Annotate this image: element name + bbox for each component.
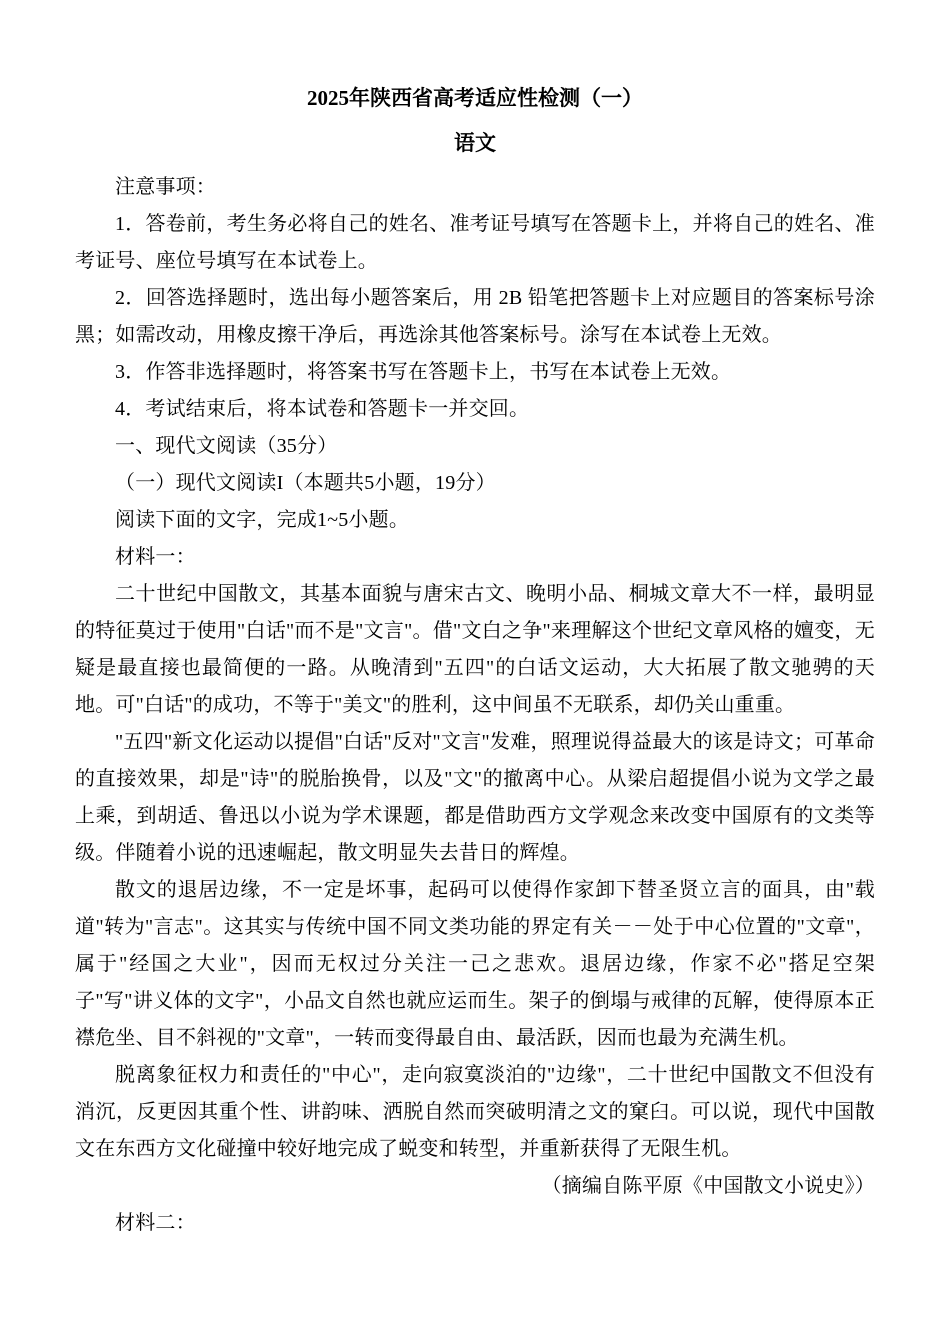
document-title: 2025年陕西省高考适应性检测（一） xyxy=(307,86,643,110)
notice-heading: 注意事项： xyxy=(115,176,216,198)
material-one-attribution: （摘编自陈平原《中国散文小说史》） xyxy=(541,1175,875,1197)
section-heading-modern-reading: 一、现代文阅读（35分） xyxy=(115,435,338,457)
document-body xyxy=(75,169,875,1242)
document-subject: 语文 xyxy=(454,131,496,155)
material-one-paragraph-1: 二十世纪中国散文，其基本面貌与唐宋古文、晚明小品、桐城文章大不一样，最明显的特征莫过于使用"白话"而不是"文言"。借"文白之争"来理解这个世纪文章风格的嬗变，无疑是最直接也最简便的一路。从晚清到"五四"的白话文运动，大大拓展了散文驰骋的天地。可"白话"的成功，不等于"美文"的胜利，这中间虽不无联系，却仍关山重重。 xyxy=(75,583,875,716)
material-one-label: 材料一： xyxy=(115,546,196,568)
material-one-paragraph-3: 散文的退居边缘，不一定是坏事，起码可以使得作家卸下替圣贤立言的面具，由"载道"转为"言志"。这其实与传统中国不同文类功能的界定有关－－处于中心位置的"文章"，属于"经国之大业"，因而无权过分关注一己之悲欢。退居边缘，作家不必"搭足空架子"写"讲义体的文字"，小品文自然也就应运而生。架子的倒塌与戒律的瓦解，使得原本正襟危坐、目不斜视的"文章"，一转而变得最自由、最活跃，因而也最为充满生机。 xyxy=(75,879,875,1049)
subsection-heading-reading-1: （一）现代文阅读I（本题共5小题，19分） xyxy=(115,472,496,494)
reading-instruction: 阅读下面的文字，完成1~5小题。 xyxy=(115,509,410,531)
material-one-paragraph-4: 脱离象征权力和责任的"中心"，走向寂寞淡泊的"边缘"，二十世纪中国散文不但没有消沉，反更因其重个性、讲韵味、洒脱自然而突破明清之文的窠臼。可以说，现代中国散文在东西方文化碰撞中较好地完成了蜕变和转型，并重新获得了无限生机。 xyxy=(75,1064,875,1160)
notice-item-2: 2．回答选择题时，选出每小题答案后，用 2B 铅笔把答题卡上对应题目的答案标号涂黑；如需改动，用橡皮擦干净后，再选涂其他答案标号。涂写在本试卷上无效。 xyxy=(75,287,875,346)
notice-item-1: 1．答卷前，考生务必将自己的姓名、准考证号填写在答题卡上，并将自己的姓名、准考证号、座位号填写在本试卷上。 xyxy=(75,213,875,272)
notice-item-3: 3．作答非选择题时，将答案书写在答题卡上，书写在本试卷上无效。 xyxy=(115,361,732,383)
material-one-paragraph-2: "五四"新文化运动以提倡"白话"反对"文言"发难，照理说得益最大的该是诗文；可革命的直接效果，却是"诗"的脱胎换骨，以及"文"的撤离中心。从梁启超提倡小说为文学之最上乘，到胡适、鲁迅以小说为学术课题，都是借助西方文学观念来改变中国原有的文类等级。伴随着小说的迅速崛起，散文明显失去昔日的辉煌。 xyxy=(75,731,875,864)
notice-item-4: 4．考试结束后，将本试卷和答题卡一并交回。 xyxy=(115,398,530,420)
material-two-label: 材料二： xyxy=(115,1212,196,1234)
